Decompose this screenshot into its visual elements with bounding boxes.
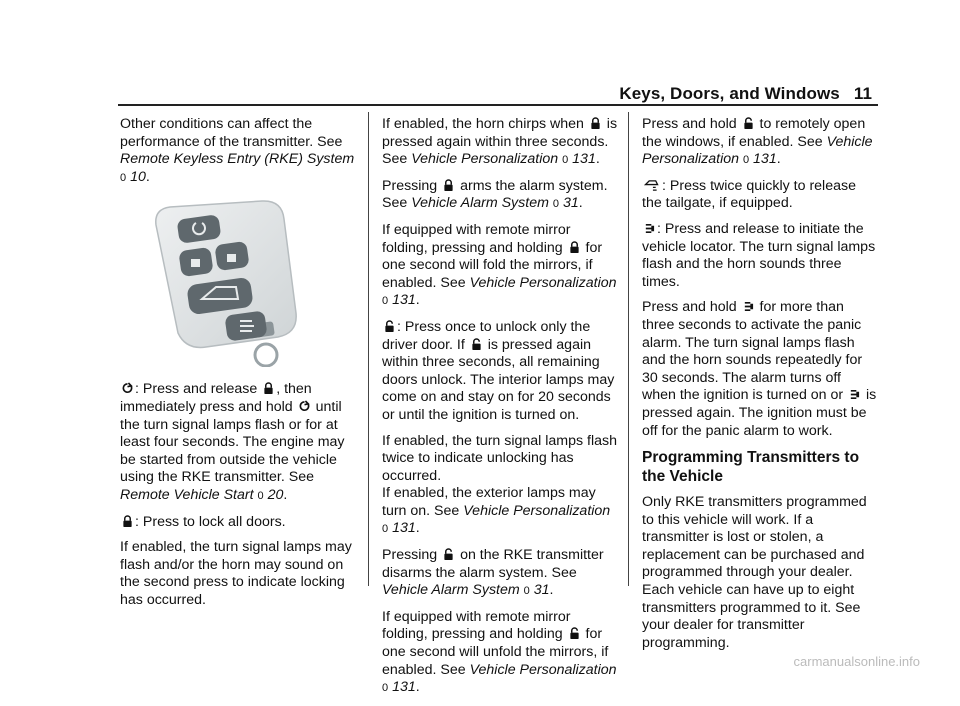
page-ref-arrow: 0 <box>382 682 389 695</box>
paragraph: : Press and release , then immediately press and hold until the turn signal lamps flash or for at least four seconds. The engine may be started from outside the vehicle using the RKE transmitter. See Remote Vehicle Start 0 20. <box>120 381 345 503</box>
tailgate-icon <box>644 179 660 192</box>
column-divider <box>628 112 629 586</box>
page-ref[interactable]: 31 <box>533 582 550 599</box>
remote-start-icon <box>299 400 310 413</box>
page-ref-arrow: 0 <box>562 154 569 167</box>
cross-reference-link[interactable]: Remote Vehicle Start <box>120 486 254 503</box>
lock-icon <box>569 241 580 254</box>
page-ref-arrow: 0 <box>523 585 530 598</box>
lock-icon <box>122 515 133 528</box>
cross-reference-link[interactable]: Vehicle Personalization <box>469 274 617 291</box>
lock-icon <box>443 179 454 192</box>
panic-icon <box>644 222 655 235</box>
paragraph: If equipped with remote mirror folding, pressing and holding for one second will unfold the mirrors, if enabled. See Vehicle Personalization 0 131. <box>382 608 617 696</box>
lock-icon <box>590 117 601 130</box>
page-header <box>619 84 872 104</box>
paragraph: : Press twice quickly to release the tailgate, if equipped. <box>642 177 856 212</box>
paragraph: If enabled, the turn signal lamps flash twice to indicate unlocking has occurred. If enabled, the exterior lamps may turn on. See Vehicle Personalization 0 131. <box>382 432 618 537</box>
lock-icon <box>263 382 274 395</box>
page-ref[interactable]: 10 <box>130 168 146 185</box>
paragraph: : Press and release to initiate the vehicle locator. The turn signal lamps flash and the horn sounds three times. <box>642 220 876 290</box>
section-title: Keys, Doors, and Windows <box>619 84 840 103</box>
page-ref-arrow: 0 <box>382 523 389 536</box>
page-ref[interactable]: 131 <box>392 520 416 537</box>
column-2 <box>382 116 618 706</box>
paragraph: Other conditions can affect the performance of the transmitter. See Remote Keyless Entry (RKE) System 0 10. <box>120 116 355 185</box>
column-1 <box>120 116 360 618</box>
unlock-icon <box>743 117 754 130</box>
unlock-icon <box>384 320 395 333</box>
paragraph: : Press to lock all doors. <box>120 514 360 532</box>
column-3 <box>642 116 878 660</box>
header-rule <box>118 104 878 106</box>
unlock-icon <box>443 548 454 561</box>
page-ref[interactable]: 131 <box>753 151 777 168</box>
cross-reference-link[interactable]: Vehicle Personalization <box>463 502 611 519</box>
paragraph: : Press once to unlock only the driver door. If is pressed again within three seconds, all remaining doors unlock. The interior lamps may come on and stay on for 20 seconds or until the ignition is turned on. <box>382 318 615 423</box>
paragraph: Pressing on the RKE transmitter disarms the alarm system. See Vehicle Alarm System 0 31. <box>382 547 604 599</box>
page-ref[interactable]: 131 <box>392 292 416 309</box>
cross-reference-link[interactable]: Vehicle Personalization <box>642 133 873 168</box>
paragraph: Only RKE transmitters programmed to this vehicle will work. If a transmitter is lost or stolen, a replacement can be purchased and programmed through your dealer. Each vehicle can have up to eight transmitters programmed to it. See your dealer for transmitter programming. <box>642 494 867 651</box>
page-ref-arrow: 0 <box>552 198 559 211</box>
cross-reference-link[interactable]: Vehicle Personalization <box>411 151 559 168</box>
paragraph: Press and hold to remotely open the windows, if enabled. See Vehicle Personalization 0 131. <box>642 116 873 168</box>
panic-icon <box>849 388 860 401</box>
column-divider <box>368 112 369 586</box>
page-ref-arrow: 0 <box>382 295 389 308</box>
cross-reference-link[interactable]: Vehicle Personalization <box>469 661 617 678</box>
unlock-icon <box>471 338 482 351</box>
paragraph: If equipped with remote mirror folding, pressing and holding for one second will fold the mirrors, if enabled. See Vehicle Personalization 0 131. <box>382 221 617 309</box>
panic-icon <box>743 300 754 313</box>
cross-reference-link[interactable]: Vehicle Alarm System <box>382 582 520 599</box>
cross-reference-link[interactable]: Vehicle Alarm System <box>411 195 549 212</box>
cross-reference-link[interactable]: Remote Keyless Entry (RKE) System <box>120 151 355 168</box>
page-ref-arrow: 0 <box>120 171 127 184</box>
paragraph: If enabled, the turn signal lamps may flash and/or the horn may sound on the second press to indicate locking has occurred. <box>120 539 352 608</box>
page-ref-arrow: 0 <box>257 489 264 502</box>
section-heading: Programming Transmitters to the Vehicle <box>642 449 860 486</box>
page-number: 11 <box>853 84 872 103</box>
page-ref[interactable]: 20 <box>267 486 284 503</box>
unlock-icon <box>569 627 580 640</box>
paragraph: If enabled, the horn chirps when is pressed again within three seconds. See Vehicle Personalization 0 131. <box>382 116 618 168</box>
page-ref[interactable]: 131 <box>392 679 416 696</box>
paragraph: Press and hold for more than three seconds to activate the panic alarm. The turn signal lamps flash and the horn sounds repeatedly for 30 seconds. The alarm turns off when the ignition is turned on or is pressed again. The ignition must be off for the panic alarm to work. <box>642 299 877 439</box>
page-ref[interactable]: 31 <box>562 195 579 212</box>
paragraph: Pressing arms the alarm system. See Vehicle Alarm System 0 31. <box>382 177 608 212</box>
page-ref[interactable]: 131 <box>572 151 596 168</box>
key-fob-illustration <box>144 195 312 367</box>
footer-watermark: carmanualsonline.info <box>793 654 920 669</box>
page-ref-arrow: 0 <box>742 154 750 167</box>
remote-start-icon <box>122 382 133 395</box>
